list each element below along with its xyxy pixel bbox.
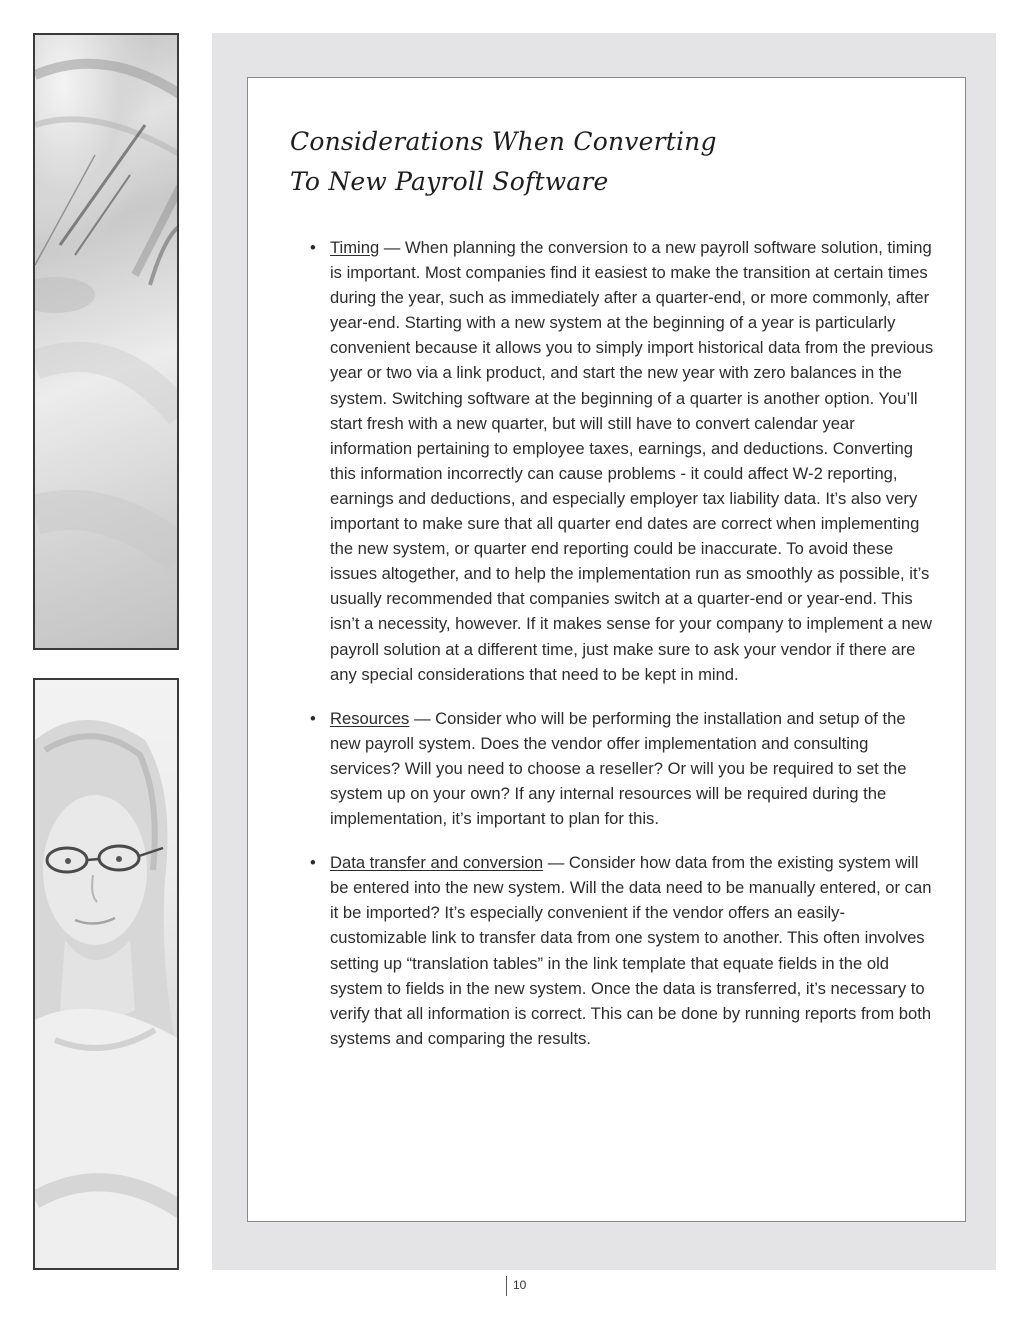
- item-term: Timing: [330, 238, 380, 257]
- list-item-data-transfer: [310, 850, 935, 1051]
- item-text: Consider how data from the existing system will be entered into the new system. Will the data need to be manually entered, or can it be imported? It’s especially convenient if the vendor offers an easily-customizable link to transfer data from one system to another. This often involves setting up “translation tables” in the link template that equate fields in the old system to fields in the new system. Once the data is transferred, it’s necessary to verify that all information is correct. This can be done by running reports from both systems and comparing the results.: [330, 853, 932, 1048]
- item-text: Consider who will be performing the installation and setup of the new payroll system. Does the vendor offer implementation and consulting services? Will you need to choose a reseller? Or will you be required to set the system up on your own? If any internal resources will be required during the implementation, it’s important to plan for this.: [330, 708, 907, 829]
- woman-portrait-photo: [33, 678, 179, 1270]
- bullet: •: [310, 708, 316, 728]
- item-dash: —: [543, 853, 569, 873]
- list-item-timing: [310, 235, 935, 687]
- item-text: When planning the conversion to a new payroll software solution, timing is important. Most companies find it easiest to make the transition at certain times during the year, such as immediately after a quarter-end, or more commonly, after year-end. Starting with a new system at the beginning of a year is particularly convenient because it allows you to simply import historical data from the previous year or two via a link product, and start the new year with zero balances in the system. Switching software at the beginning of a quarter is another option. You’ll start fresh with a new quarter, but will still have to convert calendar year information pertaining to employee taxes, earnings, and deductions. Converting this information incorrectly can cause problems - it could affect W-2 reporting, earnings and deductions, and especially employer tax liability data. It’s also very important to make sure that all quarter end dates are correct when implementing the new system, or quarter end reporting could be inaccurate. To avoid these issues altogether, and to help the implementation run as smoothly as possible, it’s usually recommended that companies switch at a quarter-end or year-end. This isn’t a necessity, however. If it makes sense for your company to implement a new payroll solution at a different time, just make sure to ask your vendor if there are any special considerations that need to be kept in mind.: [330, 238, 934, 684]
- item-dash: —: [409, 708, 436, 728]
- page-title: [290, 122, 717, 202]
- bullet: •: [310, 238, 316, 257]
- clock-photo: [33, 33, 179, 650]
- footer-divider: [506, 1276, 507, 1296]
- page-number: 10: [513, 1278, 527, 1292]
- item-term: Data transfer and conversion: [330, 853, 544, 873]
- item-dash: —: [379, 238, 406, 257]
- item-term: Resources: [330, 708, 410, 728]
- title-line-1: Considerations When Converting: [290, 127, 717, 156]
- bullet: •: [310, 853, 316, 873]
- title-line-2: To New Payroll Software: [290, 167, 609, 196]
- list-item-resources: [310, 706, 935, 831]
- considerations-list: [310, 235, 935, 1070]
